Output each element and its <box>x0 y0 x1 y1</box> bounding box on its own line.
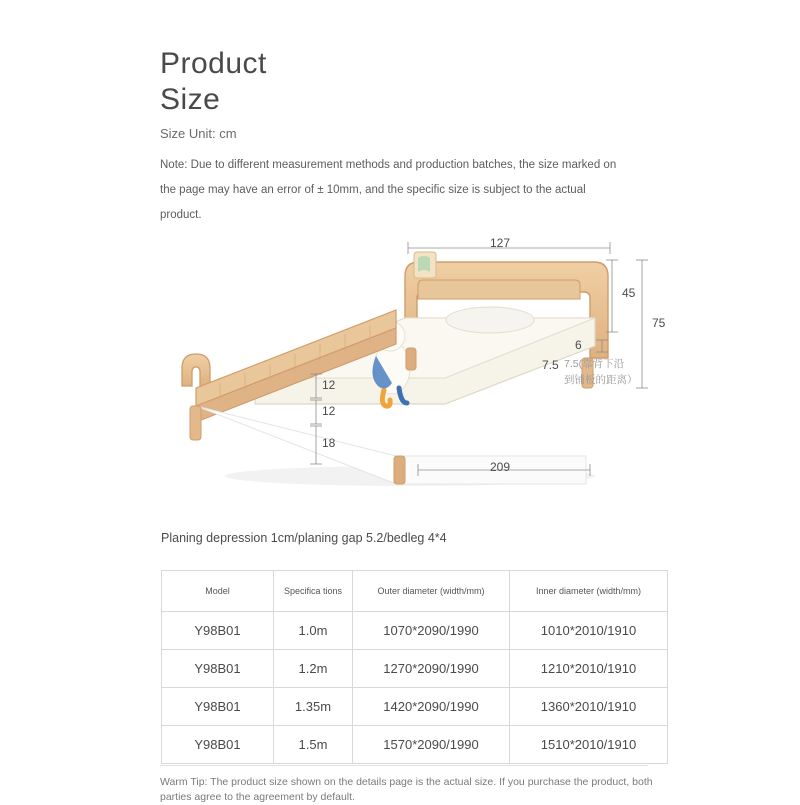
dim-gap-note-cn-1: 7.5(靠背下沿 <box>564 358 625 370</box>
page-title-line2: Size <box>160 83 221 116</box>
dim-gap-note-cn-2: 到铺板的距离） <box>564 374 638 386</box>
dim-side-rail-lower: 12 <box>322 404 336 418</box>
cell-spec: 1.35m <box>274 688 353 726</box>
cell-inner: 1010*2010/1910 <box>510 612 668 650</box>
cell-spec: 1.2m <box>274 650 353 688</box>
cell-outer: 1570*2090/1990 <box>353 726 510 764</box>
headboard-panel <box>418 280 580 299</box>
pillow <box>446 307 534 333</box>
dim-headboard-height: 45 <box>622 286 636 300</box>
table-header-model: Model <box>162 571 274 612</box>
warm-tip-text: Warm Tip: The product size shown on the details page is the actual size. If you purchase the product, both parties agree to the agreement by default. <box>160 776 653 803</box>
page-title-line1: Product <box>160 47 267 80</box>
dim-slat-thickness: 6 <box>575 338 582 352</box>
planing-spec-line: Planing depression 1cm/planing gap 5.2/bedleg 4*4 <box>161 531 447 545</box>
cell-inner: 1510*2010/1910 <box>510 726 668 764</box>
spec-table-wrapper <box>161 570 642 764</box>
size-unit-label: Size Unit: cm <box>160 126 237 141</box>
leg-front-right <box>394 456 405 484</box>
leg-back-left <box>406 348 416 370</box>
page-title <box>160 46 680 118</box>
table-header-outer-diameter: Outer diameter (width/mm) <box>353 571 510 612</box>
cell-outer: 1070*2090/1990 <box>353 612 510 650</box>
cell-spec: 1.0m <box>274 612 353 650</box>
table-row <box>162 650 668 688</box>
footer-divider <box>160 765 648 766</box>
cell-model: Y98B01 <box>162 726 274 764</box>
footboard-post <box>182 354 210 386</box>
table-row <box>162 726 668 764</box>
table-row <box>162 612 668 650</box>
cell-inner: 1360*2010/1910 <box>510 688 668 726</box>
measurement-note: Note: Due to different measurement methods and production batches, the size marked on the page may have an error of ± 10mm, and the specific size is subject to the actual product. <box>160 159 617 221</box>
table-header-row <box>162 571 668 612</box>
cell-outer: 1420*2090/1990 <box>353 688 510 726</box>
dim-total-height: 75 <box>652 316 666 330</box>
cell-model: Y98B01 <box>162 612 274 650</box>
dim-side-rail-upper: 12 <box>322 378 336 392</box>
table-row <box>162 688 668 726</box>
warm-tip-footer <box>160 775 660 805</box>
cell-outer: 1270*2090/1990 <box>353 650 510 688</box>
dim-headboard-width: 127 <box>490 236 511 250</box>
dim-bed-length: 209 <box>490 460 511 474</box>
cell-spec: 1.5m <box>274 726 353 764</box>
leg-front-left <box>190 406 201 440</box>
cell-model: Y98B01 <box>162 650 274 688</box>
cell-inner: 1210*2010/1910 <box>510 650 668 688</box>
table-header-specifications: Specifica tions <box>274 571 353 612</box>
headboard-decor <box>414 252 436 278</box>
bed-diagram <box>150 228 670 498</box>
dim-gap-label: 7.5 <box>542 358 559 372</box>
spec-table <box>161 570 668 764</box>
cell-model: Y98B01 <box>162 688 274 726</box>
table-header-inner-diameter: Inner diameter (width/mm) <box>510 571 668 612</box>
dim-leg-height: 18 <box>322 436 336 450</box>
